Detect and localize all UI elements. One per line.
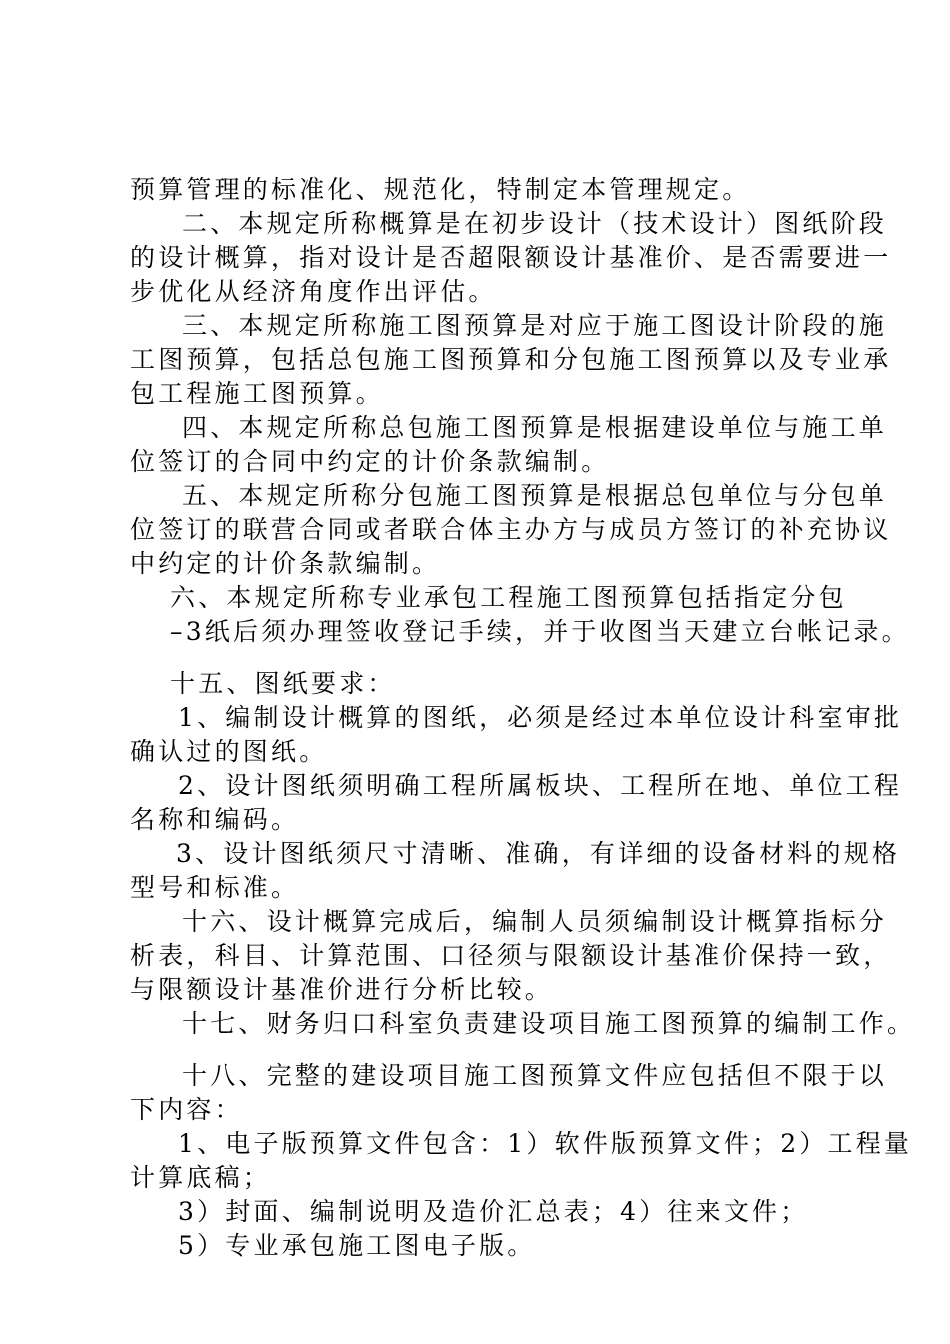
text-line: 与限额设计基准价进行分析比较。 xyxy=(130,975,554,1004)
text-line: 步优化从经济角度作出评估。 xyxy=(130,277,497,306)
text-line: 四、本规定所称总包施工图预算是根据建设单位与施工单 xyxy=(182,413,888,442)
text-line: 十八、完整的建设项目施工图预算文件应包括但不限于以 xyxy=(182,1061,888,1090)
text-line: 1、编制设计概算的图纸，必须是经过本单位设计科室审批 xyxy=(178,703,903,732)
text-line: 型号和标准。 xyxy=(130,873,300,902)
text-line: 中约定的计价条款编制。 xyxy=(130,549,441,578)
text-line: 的设计概算，指对设计是否超限额设计基准价、是否需要进一 xyxy=(130,243,892,272)
text-line: 六、本规定所称专业承包工程施工图预算包括指定分包 xyxy=(170,583,847,612)
text-line: 十七、财务归口科室负责建设项目施工图预算的编制工作。 xyxy=(182,1009,916,1038)
text-line: 位签订的合同中约定的计价条款编制。 xyxy=(130,447,610,476)
text-line: 包工程施工图预算。 xyxy=(130,379,384,408)
section-heading: 十五、图纸要求： xyxy=(170,669,396,698)
text-line: 位签订的联营合同或者联合体主办方与成员方签订的补充协议 xyxy=(130,515,892,544)
text-line: 3、设计图纸须尺寸清晰、准确，有详细的设备材料的规格 xyxy=(176,839,901,868)
text-line: 析表，科目、计算范围、口径须与限额设计基准价保持一致， xyxy=(130,941,892,970)
text-line: 预算管理的标准化、规范化，特制定本管理规定。 xyxy=(130,175,751,204)
text-line: 1、电子版预算文件包含：1）软件版预算文件；2）工程量 xyxy=(178,1129,913,1158)
text-line: 名称和编码。 xyxy=(130,805,300,834)
text-line: 3）封面、编制说明及造价汇总表；4）往来文件； xyxy=(178,1197,809,1226)
text-line: 计算底稿； xyxy=(130,1163,272,1192)
text-line: 十六、设计概算完成后，编制人员须编制设计概算指标分 xyxy=(182,907,888,936)
text-line: 三、本规定所称施工图预算是对应于施工图设计阶段的施 xyxy=(182,311,888,340)
text-line: 工图预算，包括总包施工图预算和分包施工图预算以及专业承 xyxy=(130,345,892,374)
text-line: –3纸后须办理签收登记手续，并于收图当天建立台帐记录。 xyxy=(170,617,910,646)
text-line: 确认过的图纸。 xyxy=(130,737,328,766)
text-line: 2、设计图纸须明确工程所属板块、工程所在地、单位工程 xyxy=(178,771,903,800)
text-line: 二、本规定所称概算是在初步设计（技术设计）图纸阶段 xyxy=(182,209,888,238)
text-line: 下内容： xyxy=(130,1095,243,1124)
text-line: 5）专业承包施工图电子版。 xyxy=(178,1231,536,1260)
text-line: 五、本规定所称分包施工图预算是根据总包单位与分包单 xyxy=(182,481,888,510)
